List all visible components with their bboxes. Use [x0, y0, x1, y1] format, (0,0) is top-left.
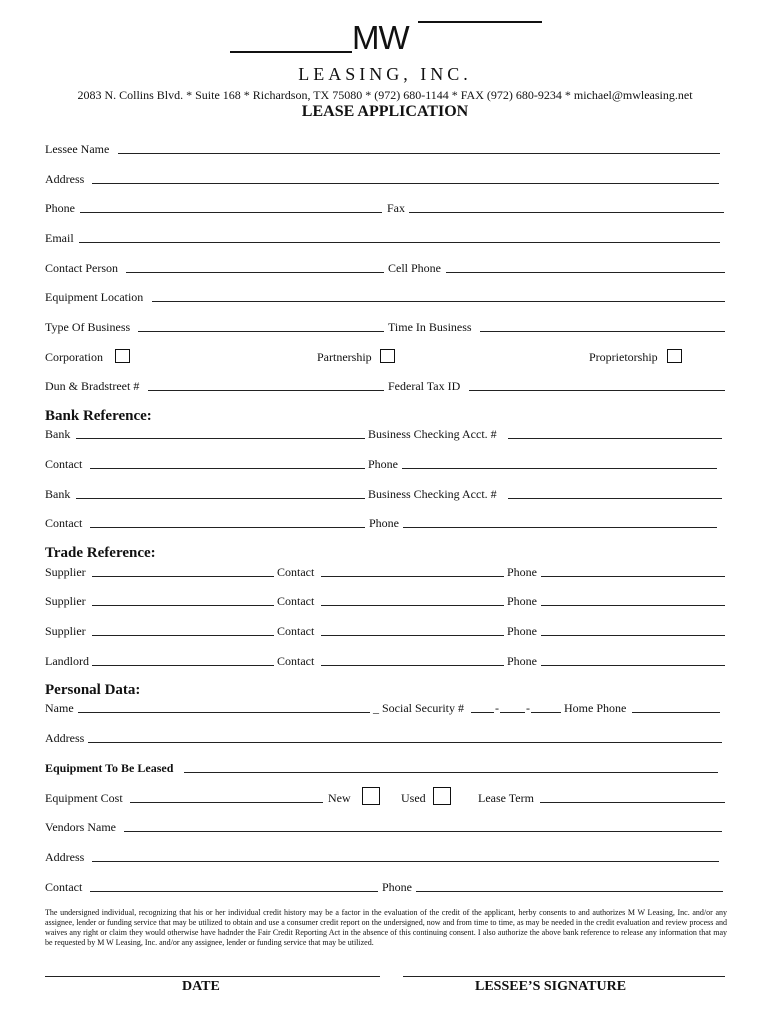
equipment-to-be-leased-label: Equipment To Be Leased	[45, 761, 174, 775]
partnership-label: Partnership	[317, 350, 372, 364]
bank-contact-label: Contact	[45, 457, 83, 471]
federal-tax-id-field[interactable]	[469, 390, 725, 391]
lessee-name-field[interactable]	[118, 153, 720, 154]
bank-field[interactable]	[76, 498, 365, 499]
ssn-field-part1[interactable]	[471, 712, 494, 713]
equipment-to-be-leased-field[interactable]	[184, 772, 718, 773]
phone-label: Phone	[45, 201, 75, 215]
vendor-address-label: Address	[45, 850, 85, 864]
ssn-field-part3[interactable]	[531, 712, 561, 713]
trade-contact-label: Contact	[277, 654, 315, 668]
trade-contact-field[interactable]	[321, 576, 504, 577]
equipment-cost-field[interactable]	[130, 802, 323, 803]
federal-tax-id-label: Federal Tax ID	[388, 379, 461, 393]
fax-label: Fax	[387, 201, 405, 215]
bank-contact-field[interactable]	[90, 527, 365, 528]
supplier-field[interactable]	[92, 605, 274, 606]
trade-phone-field[interactable]	[541, 576, 725, 577]
date-label: DATE	[182, 979, 220, 994]
home-phone-field[interactable]	[632, 712, 720, 713]
equipment-cost-label: Equipment Cost	[45, 791, 123, 805]
trade-contact-label: Contact	[277, 594, 315, 608]
bank-phone-label: Phone	[368, 457, 398, 471]
cell-phone-label: Cell Phone	[388, 261, 441, 275]
bank-label: Bank	[45, 487, 71, 501]
phone-field[interactable]	[80, 212, 382, 213]
trade-contact-field[interactable]	[321, 605, 504, 606]
supplier-field[interactable]	[92, 635, 274, 636]
date-field[interactable]	[45, 976, 380, 977]
trade-contact-label: Contact	[277, 565, 315, 579]
company-name: LEASING, INC.	[298, 64, 472, 84]
lease-term-label: Lease Term	[478, 791, 534, 805]
bank-phone-field[interactable]	[402, 468, 717, 469]
trade-phone-label: Phone	[507, 624, 537, 638]
logo-rule-right	[418, 21, 542, 23]
company-logo: MW	[352, 19, 409, 56]
new-label: New	[328, 791, 351, 805]
proprietorship-label: Proprietorship	[589, 350, 658, 364]
supplier-label: Supplier	[45, 565, 86, 579]
trade-phone-label: Phone	[507, 654, 537, 668]
equipment-location-label: Equipment Location	[45, 290, 144, 304]
signature-field[interactable]	[403, 976, 725, 977]
trade-contact-field[interactable]	[321, 635, 504, 636]
personal-name-label: Name	[45, 701, 74, 715]
address-label: Address	[45, 172, 85, 186]
company-address-line: 2083 N. Collins Blvd. * Suite 168 * Richardson, TX 75080 * (972) 680-1144 * FAX (972) 680-9234 * michael@mwleasing.net	[77, 88, 693, 102]
new-checkbox[interactable]	[362, 787, 380, 805]
checking-acct-label: Business Checking Acct. #	[368, 427, 497, 441]
lease-term-field[interactable]	[540, 802, 725, 803]
trade-phone-field[interactable]	[541, 635, 725, 636]
trade-phone-field[interactable]	[541, 665, 725, 666]
dun-bradstreet-field[interactable]	[148, 390, 384, 391]
type-of-business-label: Type Of Business	[45, 320, 131, 334]
supplier-label: Supplier	[45, 624, 86, 638]
vendor-contact-label: Contact	[45, 880, 83, 894]
vendor-address-field[interactable]	[92, 861, 719, 862]
vendors-name-field[interactable]	[124, 831, 722, 832]
bank-contact-field[interactable]	[90, 468, 365, 469]
type-of-business-field[interactable]	[138, 331, 384, 332]
personal-address-label: Address	[45, 731, 85, 745]
landlord-field[interactable]	[92, 665, 274, 666]
vendor-contact-field[interactable]	[90, 891, 378, 892]
vendor-phone-label: Phone	[382, 880, 412, 894]
dun-bradstreet-label: Dun & Bradstreet #	[45, 379, 140, 393]
landlord-label: Landlord	[45, 654, 89, 668]
supplier-field[interactable]	[92, 576, 274, 577]
home-phone-label: Home Phone	[564, 701, 627, 715]
trade-contact-label: Contact	[277, 624, 315, 638]
partnership-checkbox[interactable]	[380, 349, 395, 363]
bank-phone-field[interactable]	[403, 527, 717, 528]
lessee-signature-label: LESSEE’S SIGNATURE	[475, 979, 627, 994]
email-field[interactable]	[79, 242, 720, 243]
email-label: Email	[45, 231, 74, 245]
supplier-label: Supplier	[45, 594, 86, 608]
personal-data-heading: Personal Data:	[45, 682, 141, 698]
used-checkbox[interactable]	[433, 787, 451, 805]
personal-address-field[interactable]	[88, 742, 722, 743]
ssn-dash: -	[526, 701, 530, 715]
equipment-location-field[interactable]	[152, 301, 725, 302]
corporation-label: Corporation	[45, 350, 103, 364]
cell-phone-field[interactable]	[446, 272, 725, 273]
corporation-checkbox[interactable]	[115, 349, 130, 363]
vendors-name-label: Vendors Name	[45, 820, 116, 834]
social-security-label: _ Social Security #	[373, 701, 464, 715]
trade-phone-field[interactable]	[541, 605, 725, 606]
credit-consent-disclaimer: The undersigned individual, recognizing that his or her individual credit history may be a factor in the evaluation of the credit of the applicant, herby consents to and authorizes M W Leasing, Inc. and/or any assignee, lender or funding service that may be utilized to obtain and use a consumer credit report on the undersigned, now and from time to time, as may be needed in the credit evaluation and review process and waives any right or claim they would otherwise have hadnder the Fair Credit Reporting Act in the absence of this continuing consent. I also authorize the above bank reference to release any information that may be requested by M W Leasing, Inc. and/or any assignee, lender or funding service that may be utilized.	[45, 908, 727, 947]
contact-person-field[interactable]	[126, 272, 384, 273]
contact-person-label: Contact Person	[45, 261, 118, 275]
proprietorship-checkbox[interactable]	[667, 349, 682, 363]
ssn-field-part2[interactable]	[500, 712, 525, 713]
trade-contact-field[interactable]	[321, 665, 504, 666]
fax-field[interactable]	[409, 212, 724, 213]
checking-acct-field[interactable]	[508, 498, 722, 499]
lessee-name-label: Lessee Name	[45, 142, 110, 156]
personal-name-field[interactable]	[78, 712, 370, 713]
vendor-phone-field[interactable]	[416, 891, 723, 892]
trade-reference-heading: Trade Reference:	[45, 545, 156, 561]
logo-rule-left	[230, 51, 352, 53]
ssn-dash: -	[495, 701, 499, 715]
address-field[interactable]	[92, 183, 719, 184]
checking-acct-label: Business Checking Acct. #	[368, 487, 497, 501]
time-in-business-field[interactable]	[480, 331, 725, 332]
bank-phone-label: Phone	[369, 516, 399, 530]
checking-acct-field[interactable]	[508, 438, 722, 439]
bank-reference-heading: Bank Reference:	[45, 408, 152, 424]
trade-phone-label: Phone	[507, 594, 537, 608]
bank-label: Bank	[45, 427, 71, 441]
used-label: Used	[401, 791, 426, 805]
trade-phone-label: Phone	[507, 565, 537, 579]
time-in-business-label: Time In Business	[388, 320, 472, 334]
bank-field[interactable]	[76, 438, 365, 439]
bank-contact-label: Contact	[45, 516, 83, 530]
page-title: LEASE APPLICATION	[301, 103, 469, 120]
